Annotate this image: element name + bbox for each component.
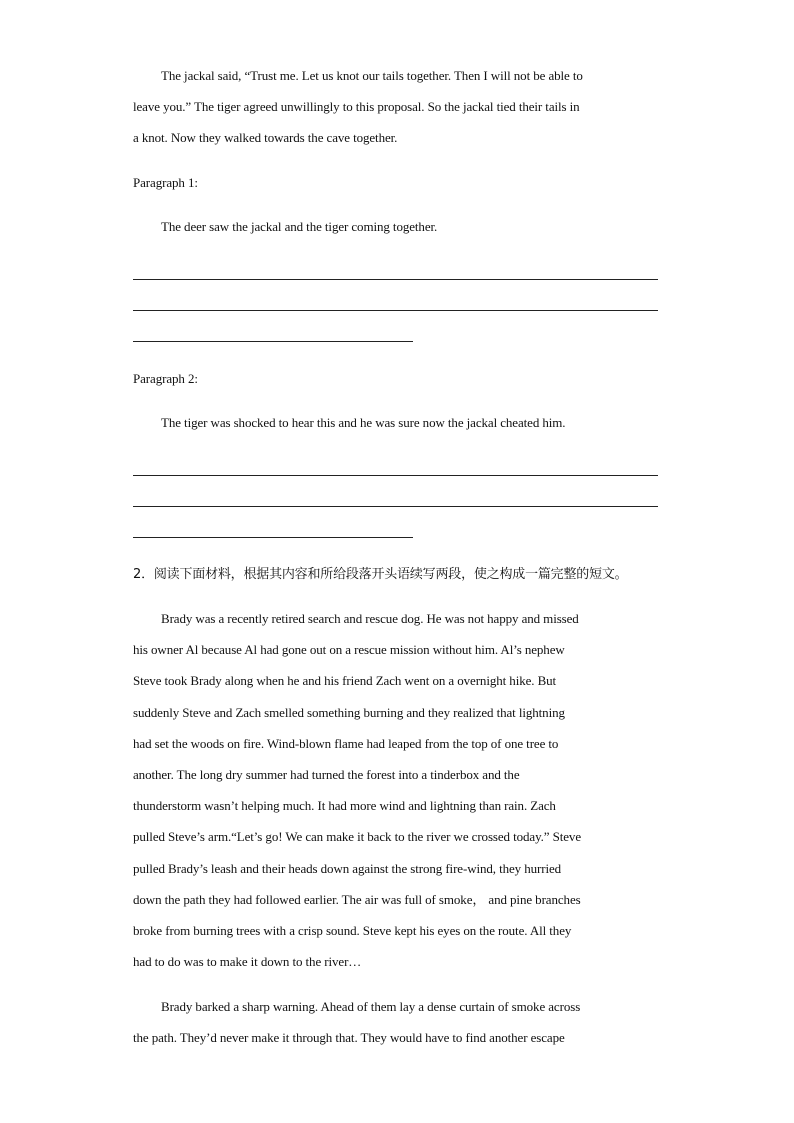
answer-line	[133, 310, 658, 311]
passage2-line-5: had set the woods on fire. Wind-blown flame had leaped from the top of one tree to	[133, 736, 559, 751]
passage2-line-6: another. The long dry summer had turned the forest into a tinderbox and the	[133, 767, 520, 782]
paragraph1-label: Paragraph 1:	[133, 175, 198, 190]
paragraph1-opening: The deer saw the jackal and the tiger coming together.	[161, 219, 438, 234]
passage2-line-4: suddenly Steve and Zach smelled something burning and they realized that lightning	[133, 705, 565, 720]
passage2-line-8: pulled Steve’s arm.“Let’s go! We can make it back to the river we crossed today.” Steve	[133, 829, 581, 844]
paragraph2-opening: The tiger was shocked to hear this and he was sure now the jackal cheated him.	[161, 415, 566, 430]
answer-line	[133, 537, 413, 538]
answer-line	[133, 341, 413, 342]
passage2-line-9: pulled Brady’s leash and their heads down against the strong fire-wind, they hurried	[133, 861, 562, 876]
passage2-para2-line-1: Brady barked a sharp warning. Ahead of them lay a dense curtain of smoke across	[161, 999, 581, 1014]
passage2-line-3: Steve took Brady along when he and his friend Zach went on a overnight hike. But	[133, 673, 557, 688]
passage2-line-7: thunderstorm wasn’t helping much. It had more wind and lightning than rain. Zach	[133, 798, 556, 813]
paragraph2-label: Paragraph 2:	[133, 371, 198, 386]
question-2	[133, 566, 627, 584]
passage2-line-12: had to do was to make it down to the river…	[133, 954, 362, 969]
passage1-line-3: a knot. Now they walked towards the cave together.	[133, 130, 398, 145]
passage2-line-1: Brady was a recently retired search and rescue dog. He was not happy and missed	[161, 611, 579, 626]
passage2-line-2: his owner Al because Al had gone out on a rescue mission without him. Al’s nephew	[133, 642, 565, 657]
question-instruction: 阅读下面材料，根据其内容和所给段落开头语续写两段，使之构成一篇完整的短文。	[153, 567, 628, 582]
question-number: 2．	[133, 567, 154, 582]
answer-line	[133, 279, 658, 280]
passage1-line-1: The jackal said, “Trust me. Let us knot our tails together. Then I will not be able to	[161, 68, 583, 83]
passage2-para2-line-2: the path. They’d never make it through that. They would have to find another escape	[133, 1030, 565, 1045]
answer-line	[133, 475, 658, 476]
passage2-line-10: down the path they had followed earlier. The air was full of smoke， and pine branches	[133, 892, 581, 907]
answer-line	[133, 506, 658, 507]
passage1-line-2: leave you.” The tiger agreed unwillingly to this proposal. So the jackal tied their tails in	[133, 99, 580, 114]
passage2-line-11: broke from burning trees with a crisp sound. Steve kept his eyes on the route. All they	[133, 923, 572, 938]
